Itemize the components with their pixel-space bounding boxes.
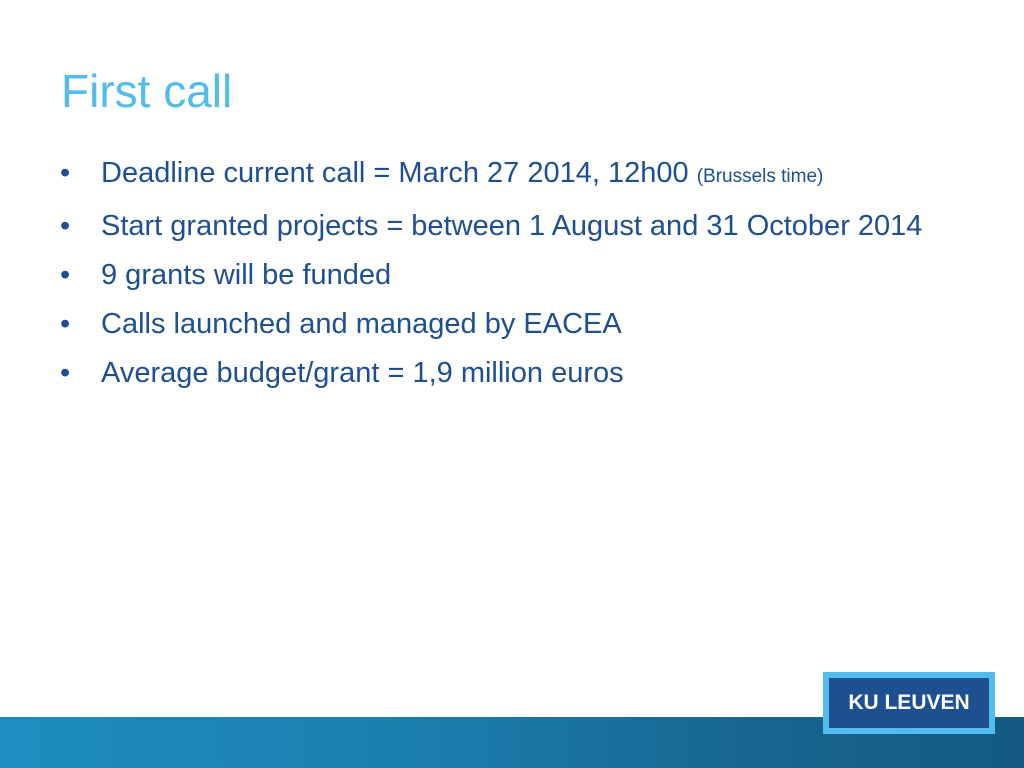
bullet-icon: •	[60, 357, 71, 389]
bullet-item	[60, 254, 1000, 296]
bullet-text: 9 grants will be funded	[101, 259, 392, 291]
logo-box	[829, 678, 989, 728]
bullet-item	[60, 352, 1000, 394]
bullet-item	[60, 152, 1000, 198]
bullet-text: Deadline current call = March 27 2014, 12h00	[101, 157, 689, 189]
bullet-item	[60, 205, 1000, 247]
bullet-item	[60, 303, 1000, 345]
bullet-note: (Brussels time)	[696, 166, 824, 187]
slide-title: First call	[61, 65, 233, 117]
logo-text: KU LEUVEN	[848, 691, 970, 714]
bullet-text: Calls launched and managed by EACEA	[101, 308, 622, 340]
bullet-list	[60, 152, 1000, 401]
bullet-text: Average budget/grant = 1,9 million euros	[101, 357, 624, 389]
ku-leuven-logo	[823, 672, 995, 734]
bullet-icon: •	[60, 259, 71, 291]
bullet-text: Start granted projects = between 1 August and 31 October 2014	[101, 210, 923, 242]
bullet-icon: •	[60, 157, 71, 189]
bullet-icon: •	[60, 210, 71, 242]
bullet-icon: •	[60, 308, 71, 340]
